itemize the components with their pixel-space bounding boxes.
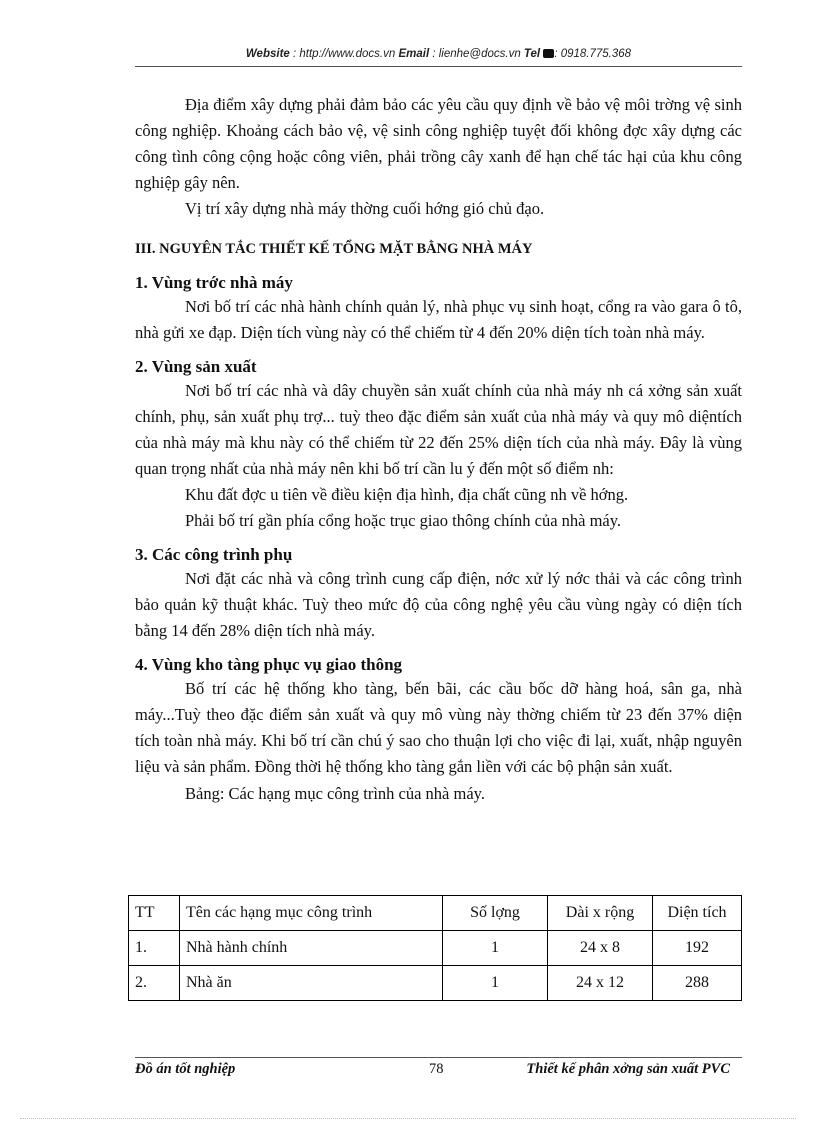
- section-title: III. NGUYÊN TẮC THIẾT KẾ TỔNG MẶT BẰNG NHÀ MÁY: [135, 241, 533, 257]
- table-header-cell: Số lợng: [443, 896, 548, 931]
- subsection-2-title: 2. Vùng sản xuất: [135, 357, 257, 376]
- table-cell: 1: [443, 966, 548, 1001]
- website-value: : http://www.docs.vn: [289, 48, 399, 60]
- facilities-table: [128, 895, 742, 1001]
- phone-icon: [543, 49, 554, 58]
- subsection-1-title: 1. Vùng trớc nhà máy: [135, 273, 293, 292]
- table-cell: 288: [653, 966, 742, 1001]
- subsection-2-text: Nơi bố trí các nhà và dây chuyền sản xuất chính của nhà máy nh cá xởng sản xuất chính, phụ, sản xuất phụ trợ... tuỳ theo đặc điểm sản xuất của nhà máy và quy mô diệntích của nhà máy mà khu này có thể chiếm từ 22 đến 25% diện tích của nhà máy. Đây là vùng quan trọng nhất của nhà máy nên khi bố trí cần lu ý đến một số điểm nh:: [135, 381, 742, 478]
- table-row: [129, 966, 742, 1001]
- page-number: 78: [429, 1061, 444, 1077]
- table-header-row: [129, 896, 742, 931]
- subsection-4-text: Bố trí các hệ thống kho tàng, bến bãi, các cầu bốc dỡ hàng hoá, sân ga, nhà máy...Tuỳ theo đặc điểm sản xuất và quy mô vùng này thờng chiếm từ 23 đến 37% diện tích toàn nhà máy. Khi bố trí cần chú ý sao cho thuận lợi cho việc đi lại, xuất, nhập nguyên liệu và sản phẩm. Đồng thời hệ thống kho tàng gắn liền với các bộ phận sản xuất.: [135, 679, 742, 776]
- table-cell: Nhà ăn: [180, 966, 443, 1001]
- table-cell: 2.: [129, 966, 180, 1001]
- email-value: : lienhe@docs.vn: [429, 48, 524, 60]
- location-paragraph: Vị trí xây dựng nhà máy thờng cuối hớng gió chủ đạo.: [185, 199, 545, 218]
- table-cell: Nhà hành chính: [180, 931, 443, 966]
- table-cell: 24 x 12: [548, 966, 653, 1001]
- table-header-cell: TT: [129, 896, 180, 931]
- intro-paragraph: Địa điểm xây dựng phải đảm bảo các yêu cầu quy định về bảo vệ môi trờng vệ sinh công nghiệp. Khoảng cách bảo vệ, vệ sinh công nghiệp tuyệt đối không đợc xây dựng các công tình công cộng hoặc công viên, phải trồng cây xanh để hạn chế tác hại của khu công nghiệp gây nên.: [135, 95, 742, 192]
- subsection-4-title: 4. Vùng kho tàng phục vụ giao thông: [135, 655, 403, 674]
- subsection-2-point-2: Phải bố trí gần phía cổng hoặc trục giao thông chính của nhà máy.: [185, 511, 622, 530]
- tel-value: : 0918.775.368: [554, 48, 632, 60]
- table-cell: 24 x 8: [548, 931, 653, 966]
- table-caption: Bảng: Các hạng mục công trình của nhà máy.: [185, 784, 485, 803]
- subsection-1-text: Nơi bố trí các nhà hành chính quản lý, nhà phục vụ sinh hoạt, cổng ra vào gara ô tô, nhà gửi xe đạp. Diện tích vùng này có thể chiếm từ 4 đến 20% diện tích toàn nhà máy.: [135, 297, 742, 342]
- table-header-cell: Tên các hạng mục công trình: [180, 896, 443, 931]
- table-header-cell: Diện tích: [653, 896, 742, 931]
- footer-left-text: Đồ án tốt nghiệp: [135, 1061, 236, 1077]
- table-cell: 192: [653, 931, 742, 966]
- website-label: Website: [245, 48, 290, 60]
- tel-label: Tel: [523, 48, 541, 60]
- subsection-3-title: 3. Các công trình phụ: [135, 545, 293, 564]
- table-row: [129, 931, 742, 966]
- page-header: [135, 48, 742, 60]
- document-body: [135, 92, 742, 806]
- page-bottom-edge: [20, 1118, 796, 1119]
- table-cell: 1: [443, 931, 548, 966]
- table-cell: 1.: [129, 931, 180, 966]
- header-divider: [135, 66, 742, 67]
- footer-divider: [135, 1057, 742, 1058]
- footer-right-text: Thiết kế phân xởng sản xuất PVC: [526, 1061, 730, 1077]
- subsection-3-text: Nơi đặt các nhà và công trình cung cấp điện, nớc xử lý nớc thải và các công trình bảo quản kỹ thuật khác. Tuỳ theo mức độ của công nghệ yêu cầu vùng ngày có diện tích bằng 14 đến 28% diện tích nhà máy.: [135, 569, 742, 640]
- table-header-cell: Dài x rộng: [548, 896, 653, 931]
- email-label: Email: [398, 48, 430, 60]
- subsection-2-point-1: Khu đất đợc u tiên về điều kiện địa hình, địa chất cũng nh về hớng.: [185, 485, 629, 504]
